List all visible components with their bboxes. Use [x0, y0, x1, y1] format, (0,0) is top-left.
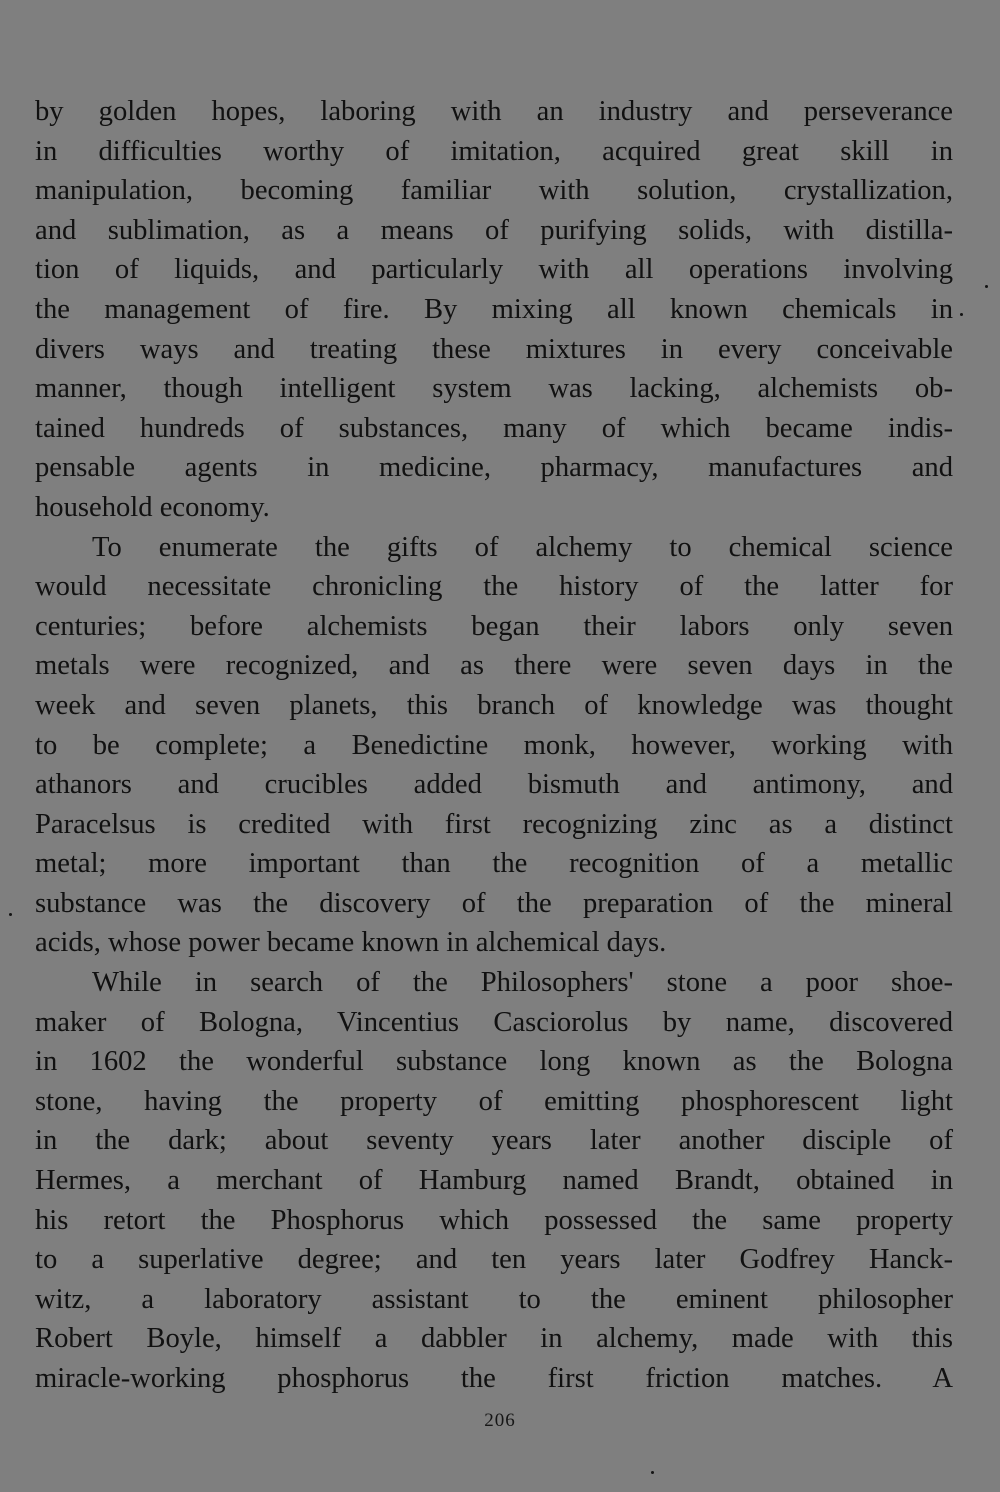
text-line: the management of fire. By mixing all known chemicals in [35, 293, 953, 325]
text-line: centuries; before alchemists began their labors only seven [35, 610, 953, 642]
text-line: manner, though intelligent system was lacking, alchemists ob- [35, 373, 953, 405]
paragraph-1 [35, 92, 953, 528]
paragraph-3 [35, 963, 953, 1399]
text-line: Robert Boyle, himself a dabbler in alchemy, made with this [35, 1323, 953, 1355]
scan-speck [651, 1471, 654, 1474]
text-line: acids, whose power became known in alchemical days. [35, 927, 667, 959]
text-line: his retort the Phosphorus which possessed the same property [35, 1204, 953, 1236]
text-line: in 1602 the wonderful substance long known as the Bologna [35, 1046, 953, 1078]
text-line: to a superlative degree; and ten years later Godfrey Hanck- [35, 1244, 953, 1276]
text-line: miracle-working phosphorus the first friction matches. A [35, 1363, 953, 1394]
text-line: would necessitate chronicling the history of the latter for [35, 571, 953, 603]
text-line: metals were recognized, and as there were seven days in the [35, 650, 953, 682]
text-line: witz, a laboratory assistant to the eminent philosopher [35, 1283, 953, 1315]
text-line: in the dark; about seventy years later another disciple of [35, 1125, 953, 1157]
scan-speck [960, 313, 963, 316]
scan-speck [9, 913, 12, 916]
text-line: tained hundreds of substances, many of which became indis- [35, 412, 953, 444]
text-line: tion of liquids, and particularly with all operations involving [35, 254, 953, 286]
text-line: athanors and crucibles added bismuth and antimony, and [35, 769, 953, 801]
page-number: 206 [484, 1410, 516, 1431]
text-line: household economy. [35, 491, 270, 523]
text-line: To enumerate the gifts of alchemy to chemical science [92, 531, 953, 563]
text-line: and sublimation, as a means of purifying solids, with distilla- [35, 214, 953, 246]
text-line: substance was the discovery of the preparation of the mineral [35, 887, 953, 919]
text-line: maker of Bologna, Vincentius Casciorolus by name, discovered [35, 1006, 953, 1038]
text-line: to be complete; a Benedictine monk, however, working with [35, 729, 953, 761]
text-line: in difficulties worthy of imitation, acquired great skill in [35, 135, 953, 167]
page-text-block [35, 92, 953, 1492]
text-line: by golden hopes, laboring with an industry and perseverance [35, 96, 953, 127]
text-line: metal; more important than the recognition of a metallic [35, 848, 953, 880]
text-line: pensable agents in medicine, pharmacy, manufactures and [35, 452, 953, 484]
paragraph-2 [35, 528, 953, 964]
scan-speck [985, 285, 988, 288]
text-line: manipulation, becoming familiar with solution, crystallization, [35, 175, 953, 207]
text-line: divers ways and treating these mixtures in every conceivable [35, 333, 953, 365]
text-line: Hermes, a merchant of Hamburg named Brandt, obtained in [35, 1165, 953, 1197]
text-line: While in search of the Philosophers' stone a poor shoe- [92, 967, 953, 999]
text-line: Paracelsus is credited with first recognizing zinc as a distinct [35, 808, 953, 840]
text-line: stone, having the property of emitting phosphorescent light [35, 1085, 953, 1117]
text-line: week and seven planets, this branch of knowledge was thought [35, 689, 953, 721]
